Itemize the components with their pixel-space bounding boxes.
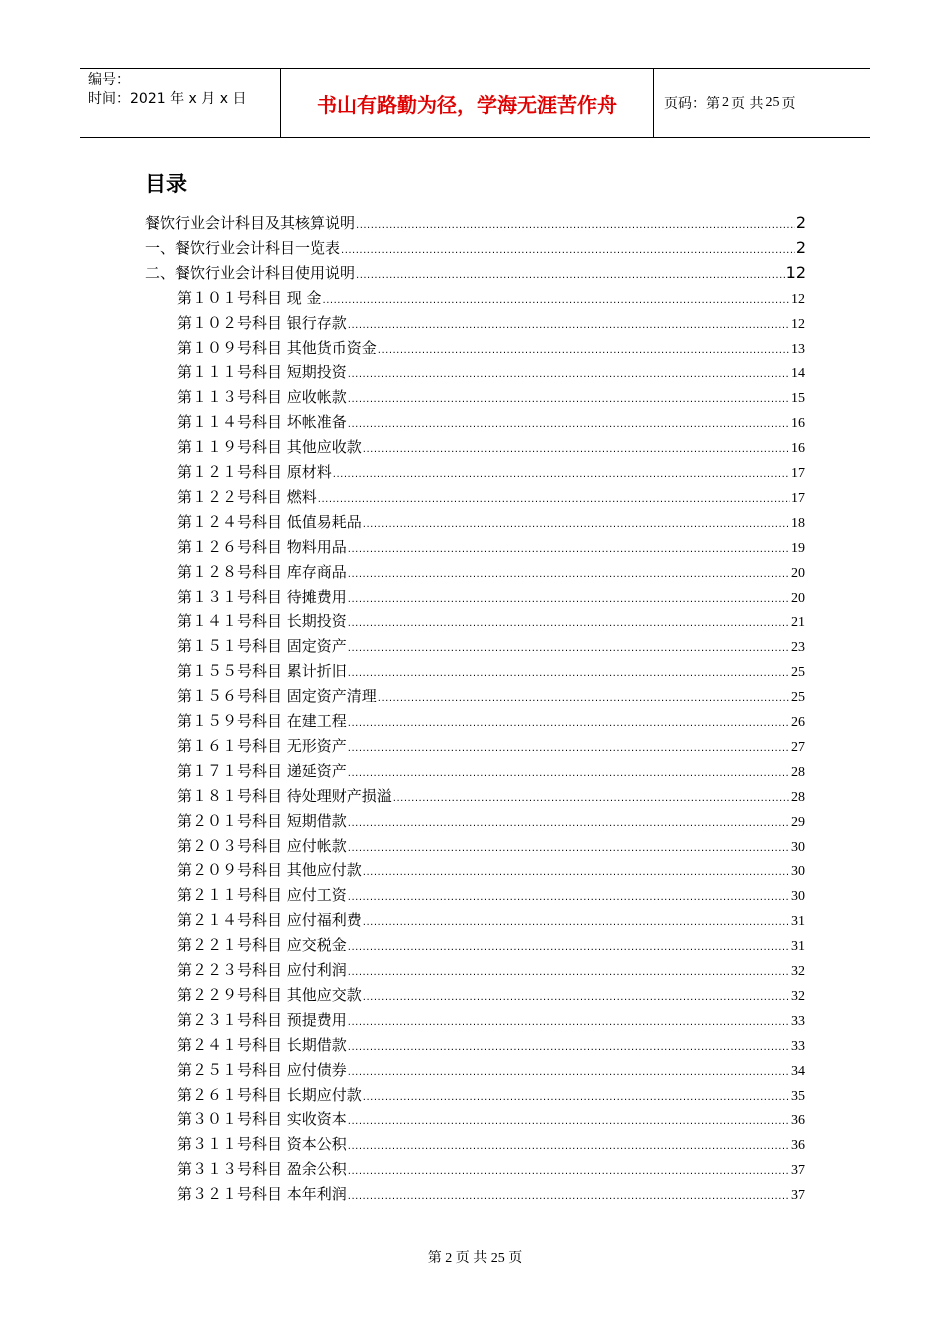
toc-page-number: 20: [791, 590, 805, 606]
document-number-label: 编号：: [88, 72, 130, 88]
toc-leader-dots: [356, 270, 785, 281]
toc-leader-dots: [348, 643, 790, 654]
toc-entry-text: 第２０９号科目 其他应付款: [177, 861, 362, 880]
header-meta: [80, 69, 281, 137]
toc-entry-text: 第１８１号科目 待处理财产损溢: [177, 786, 392, 805]
toc-page-number: 31: [791, 914, 805, 930]
toc-page-number: 30: [791, 864, 805, 880]
toc-subentry[interactable]: [177, 735, 805, 760]
toc-entry-text: 第１７１号科目 递延资产: [177, 761, 347, 780]
toc-page-number: 12: [791, 291, 805, 307]
toc-entry[interactable]: [145, 212, 806, 237]
toc-subentry[interactable]: [177, 810, 805, 835]
toc-subentry[interactable]: [177, 361, 805, 386]
header-page-prefix: 页码：第: [664, 96, 720, 112]
toc-subentry[interactable]: [177, 1084, 805, 1109]
toc-entry-text: 第１１３号科目 应收帐款: [177, 388, 347, 407]
toc-page-number: 28: [791, 789, 805, 805]
toc-page-number: 28: [791, 764, 805, 780]
toc-subentry[interactable]: [177, 859, 805, 884]
toc-leader-dots: [348, 569, 790, 580]
toc-leader-dots: [348, 743, 790, 754]
toc-page-number: 18: [791, 515, 805, 531]
toc-subentry[interactable]: [177, 934, 805, 959]
toc-subentry[interactable]: [177, 586, 805, 611]
toc-leader-dots: [348, 369, 790, 380]
toc-page-number: 29: [791, 814, 805, 830]
header-page-current: 2: [722, 95, 729, 110]
toc-subentry[interactable]: [177, 660, 805, 685]
header-page-info: [654, 69, 870, 137]
toc-leader-dots: [363, 444, 790, 455]
toc-leader-dots: [356, 220, 795, 231]
toc-entry-text: 第３２１号科目 本年利润: [177, 1185, 347, 1204]
toc-entry-text: 第１５１号科目 固定资产: [177, 637, 347, 656]
toc-page-number: 33: [791, 1013, 805, 1029]
toc-entry-text: 第１６１号科目 无形资产: [177, 736, 347, 755]
toc-subentry[interactable]: [177, 561, 805, 586]
toc-page-number: 17: [791, 490, 805, 506]
toc-subentry[interactable]: [177, 909, 805, 934]
toc-page-number: 20: [791, 565, 805, 581]
toc-page-number: 16: [791, 441, 805, 457]
toc-subentry[interactable]: [177, 486, 805, 511]
toc-entry-text: 第２４１号科目 长期借款: [177, 1035, 347, 1054]
toc-subentry[interactable]: [177, 710, 805, 735]
toc-leader-dots: [348, 1042, 790, 1053]
toc-entry-text: 第１３１号科目 待摊费用: [177, 587, 347, 606]
toc-entry-text: 二、餐饮行业会计科目使用说明: [145, 263, 356, 282]
toc-entry-text: 第１２８号科目 库存商品: [177, 562, 347, 581]
toc-leader-dots: [363, 1092, 790, 1103]
toc-page-number: 34: [791, 1063, 805, 1079]
toc-leader-dots: [333, 469, 790, 480]
toc-leader-dots: [323, 295, 790, 306]
toc-leader-dots: [363, 867, 790, 878]
toc-subentry[interactable]: [177, 1059, 805, 1084]
toc-page-number: 36: [791, 1138, 805, 1154]
toc-leader-dots: [348, 843, 790, 854]
toc-page-number: 37: [791, 1188, 805, 1204]
toc-leader-dots: [348, 1191, 790, 1202]
toc-entry-text: 第２２９号科目 其他应交款: [177, 985, 362, 1004]
toc-page-number: 35: [791, 1088, 805, 1104]
toc-entry-text: 第２１４号科目 应付福利费: [177, 911, 362, 930]
toc-leader-dots: [348, 394, 790, 405]
toc-entry-text: 第１５５号科目 累计折旧: [177, 662, 347, 681]
toc-entry-text: 餐饮行业会计科目及其核算说明: [145, 214, 356, 232]
footer-prefix: 第: [427, 1251, 442, 1266]
toc-title: 目录: [145, 172, 187, 196]
toc-entry-text: 第１２４号科目 低值易耗品: [177, 512, 362, 531]
toc-subentry[interactable]: [177, 884, 805, 909]
page-header: [80, 68, 870, 138]
footer-mid: 页 共: [455, 1251, 488, 1266]
document-date: 时间：2021 年 x 月 x 日: [88, 91, 247, 107]
toc-entry-text: 第２０３号科目 应付帐款: [177, 836, 347, 855]
toc-page-number: 19: [791, 540, 805, 556]
toc-subentry[interactable]: [177, 1133, 805, 1158]
toc-page-number: 14: [791, 366, 805, 382]
toc-entry-text: 第２３１号科目 预提费用: [177, 1010, 347, 1029]
toc-page-number: 36: [791, 1113, 805, 1129]
toc-page-number: 21: [791, 615, 805, 631]
footer-page-current: 2: [445, 1251, 453, 1266]
toc-page-number: 23: [791, 640, 805, 656]
toc-subentry[interactable]: [177, 461, 805, 486]
toc-subentry[interactable]: [177, 436, 805, 461]
toc-subentry[interactable]: [177, 536, 805, 561]
toc-entry-text: 第２５１号科目 应付债券: [177, 1060, 347, 1079]
toc-leader-dots: [348, 320, 790, 331]
toc-subentry[interactable]: [177, 312, 805, 337]
toc-entry-text: 第１１９号科目 其他应收款: [177, 438, 362, 457]
toc-entry-text: 第１０２号科目 银行存款: [177, 313, 347, 332]
toc-page-number: 2: [795, 213, 806, 232]
toc-page-number: 17: [791, 466, 805, 481]
toc-entry-text: 第１４１号科目 长期投资: [177, 612, 347, 631]
toc-leader-dots: [348, 942, 790, 953]
toc-page-number: 2: [795, 237, 806, 257]
toc-entry-text: 第３０１号科目 实收资本: [177, 1110, 347, 1129]
toc-leader-dots: [348, 668, 790, 679]
toc-leader-dots: [378, 345, 790, 356]
toc-entry-text: 一、餐饮行业会计科目一览表: [145, 238, 341, 257]
toc-subentry[interactable]: [177, 835, 805, 860]
toc-leader-dots: [348, 768, 790, 779]
toc-entry-text: 第１２１号科目 原材料: [177, 463, 332, 481]
toc-page-number: 12: [791, 316, 805, 332]
toc-leader-dots: [348, 1017, 790, 1028]
toc-entry[interactable]: [145, 237, 806, 262]
toc-entry-text: 第１１１号科目 短期投资: [177, 363, 347, 382]
toc-subentry[interactable]: [177, 785, 805, 810]
toc-subentry[interactable]: [177, 287, 805, 312]
toc-entry-text: 第１１４号科目 坏帐准备: [177, 413, 347, 432]
toc-entry-text: 第２１１号科目 应付工资: [177, 886, 347, 905]
toc-subentry[interactable]: [177, 1009, 805, 1034]
toc-page-number: 15: [791, 391, 805, 407]
toc-entry-text: 第３１３号科目 盈余公积: [177, 1160, 347, 1179]
toc-leader-dots: [348, 618, 790, 629]
toc-leader-dots: [348, 718, 790, 729]
toc-leader-dots: [378, 693, 790, 704]
toc-subentry[interactable]: [177, 1158, 805, 1183]
toc-page-number: 30: [791, 889, 805, 905]
toc-subentry[interactable]: [177, 1183, 805, 1208]
toc-leader-dots: [348, 594, 790, 605]
toc-subentry[interactable]: [177, 1034, 805, 1059]
toc-entry-text: 第２６１号科目 长期应付款: [177, 1085, 362, 1104]
toc-entry-text: 第２２３号科目 应付利润: [177, 961, 347, 979]
toc-page-number: 26: [791, 715, 805, 730]
toc-page-number: 27: [791, 739, 805, 755]
toc-subentry[interactable]: [177, 959, 805, 984]
toc-subentry[interactable]: [177, 386, 805, 411]
header-page-suffix: 页: [781, 96, 796, 112]
footer-page-total: 25: [490, 1251, 505, 1266]
toc-entry-text: 第１０１号科目 现 金: [177, 288, 322, 307]
toc-page-number: 13: [791, 341, 805, 357]
toc-entry[interactable]: [145, 262, 806, 287]
toc-page-number: 32: [791, 988, 805, 1004]
toc-leader-dots: [348, 1141, 790, 1152]
toc-subentry[interactable]: [177, 984, 805, 1009]
toc-subentry[interactable]: [177, 685, 805, 710]
toc-subentry[interactable]: [177, 511, 805, 536]
toc-entry-text: 第１５９号科目 在建工程: [177, 712, 347, 730]
toc-entry-text: 第２０１号科目 短期借款: [177, 811, 347, 830]
footer-suffix: 页: [508, 1251, 523, 1266]
toc-leader-dots: [348, 1116, 790, 1127]
toc-page-number: 12: [785, 262, 806, 282]
toc-entry-text: 第１０９号科目 其他货币资金: [177, 338, 377, 357]
toc-page-number: 16: [791, 416, 805, 432]
toc-page-number: 25: [791, 690, 805, 706]
header-page-mid: 页 共: [731, 96, 764, 112]
toc-leader-dots: [348, 419, 790, 430]
toc-subentry[interactable]: [177, 635, 805, 660]
toc-entry-text: 第１５６号科目 固定资产清理: [177, 687, 377, 706]
toc-leader-dots: [348, 544, 790, 555]
toc-leader-dots: [348, 1166, 790, 1177]
toc-subentry[interactable]: [177, 411, 805, 436]
toc-subentry[interactable]: [177, 760, 805, 785]
toc-page-number: 32: [791, 964, 805, 979]
toc-leader-dots: [348, 1067, 790, 1078]
toc-subentry[interactable]: [177, 337, 805, 362]
toc-entry-text: 第１２２号科目 燃料: [177, 487, 317, 506]
toc-leader-dots: [348, 892, 790, 903]
toc-page-number: 33: [791, 1038, 805, 1054]
toc-entry-text: 第１２６号科目 物料用品: [177, 537, 347, 556]
toc-page-number: 25: [791, 665, 805, 681]
toc-leader-dots: [341, 245, 795, 256]
toc-leader-dots: [318, 494, 790, 505]
header-page-total: 25: [765, 95, 780, 110]
toc-page-number: 37: [791, 1163, 805, 1179]
toc-leader-dots: [363, 519, 790, 530]
toc-leader-dots: [363, 917, 790, 928]
toc-leader-dots: [348, 818, 790, 829]
toc-entry-text: 第３１１号科目 资本公积: [177, 1135, 347, 1154]
toc-page-number: 30: [791, 839, 805, 855]
toc-leader-dots: [363, 992, 790, 1003]
toc-subentry[interactable]: [177, 610, 805, 635]
page-footer: [0, 1247, 950, 1267]
toc-leader-dots: [348, 967, 790, 978]
toc-entry-text: 第２２１号科目 应交税金: [177, 936, 347, 955]
toc-subentry[interactable]: [177, 1108, 805, 1133]
header-motto: 书山有路勤为径，学海无涯苦作舟: [281, 69, 654, 137]
toc-leader-dots: [393, 793, 790, 804]
toc-page-number: 31: [791, 939, 805, 955]
